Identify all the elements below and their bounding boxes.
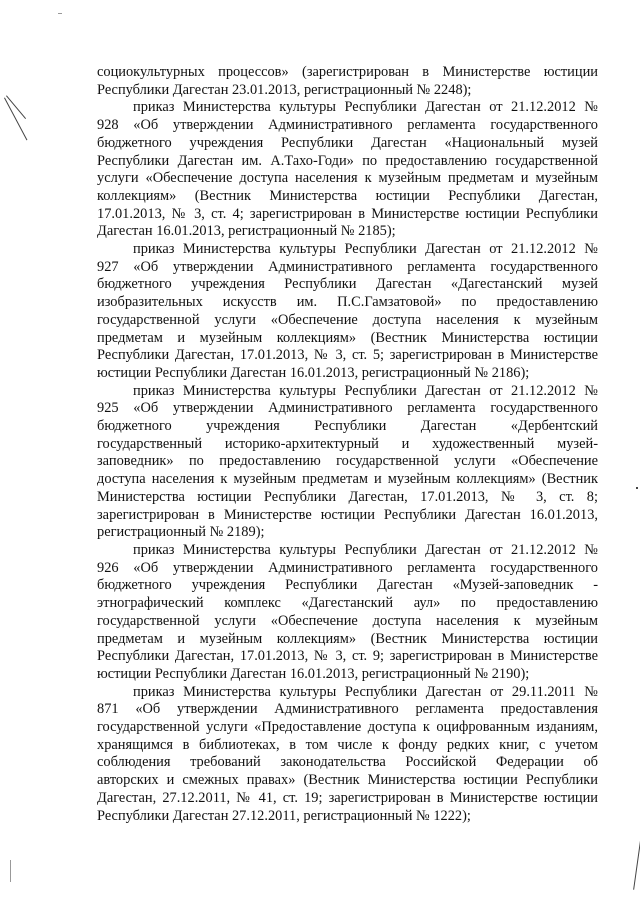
text-line: этнографический комплекс «Дагестанский аул» по предоставлению	[97, 595, 598, 612]
text-line: авторских и смежных правах» (Вестник Министерства юстиции Республики	[97, 772, 598, 789]
text-line: 926 «Об утверждении Административного регламента государственного	[97, 559, 598, 576]
text-line: Республики Дагестан 27.12.2011, регистрационный № 1222);	[97, 807, 471, 824]
document-body	[97, 64, 598, 825]
text-line: хранящимся в библиотеках, в том числе к фонду редких книг, с учетом	[97, 736, 598, 753]
text-line: государственный историко-архитектурный и художественный музей-	[97, 435, 598, 452]
text-line: соблюдения требований законодательства Российской Федерации об	[97, 754, 598, 771]
document-paragraph	[97, 542, 598, 684]
text-line: Республики Дагестан им. А.Тахо-Годи» по предоставлению государственной	[97, 152, 598, 169]
text-line: регистрационный № 2189);	[97, 524, 265, 541]
text-line: приказ Министерства культуры Республики Дагестан от 21.12.2012 №	[133, 99, 598, 116]
scan-speck	[58, 13, 62, 14]
text-line: зарегистрирован в Министерстве юстиции Республики Дагестан 16.01.2013,	[97, 506, 598, 523]
text-line: Дагестан 16.01.2013, регистрационный № 2185);	[97, 223, 396, 240]
document-paragraph	[97, 241, 598, 383]
text-line: изобразительных искусств им. П.С.Гамзатовой» по предоставлению	[97, 294, 598, 311]
text-line: приказ Министерства культуры Республики Дагестан от 21.12.2012 №	[133, 241, 598, 258]
text-line: предметам и музейным коллекциям» (Вестник Министерства юстиции	[97, 329, 598, 346]
text-line: бюджетного учреждения Республики Дагестан «Национальный музей	[97, 134, 598, 151]
text-line: коллекциям» (Вестник Министерства юстиции Республики Дагестан,	[97, 187, 598, 204]
text-line: приказ Министерства культуры Республики Дагестан от 21.12.2012 №	[133, 541, 598, 558]
text-line: социокультурных процессов» (зарегистрирован в Министерстве юстиции	[97, 64, 598, 80]
document-paragraph	[97, 99, 598, 241]
document-paragraph	[97, 64, 598, 99]
text-line: заповедник» по предоставлению государственной услуги «Обеспечение	[97, 453, 598, 470]
text-line: 925 «Об утверждении Административного регламента государственного	[97, 400, 598, 417]
text-line: услуги «Обеспечение доступа населения к музейным предметам и музейным	[97, 170, 598, 187]
scan-speck-right	[636, 487, 638, 489]
document-paragraph	[97, 684, 598, 826]
text-line: юстиции Республики Дагестан 16.01.2013, регистрационный № 2190);	[97, 665, 530, 682]
text-line: приказ Министерства культуры Республики Дагестан от 21.12.2012 №	[133, 382, 598, 399]
text-line: 17.01.2013, № 3, ст. 4; зарегистрирован в Министерстве юстиции Республики	[97, 205, 598, 222]
text-line: Республики Дагестан, 17.01.2013, № 3, ст. 9; зарегистрирован в Министерстве	[97, 648, 598, 665]
text-line: Республики Дагестан, 17.01.2013, № 3, ст. 5; зарегистрирован в Министерстве	[97, 347, 598, 364]
text-line: бюджетного учреждения Республики Дагестан «Музей-заповедник -	[97, 577, 598, 594]
text-line: бюджетного учреждения Республики Дагестан «Дагестанский музей	[97, 276, 598, 293]
text-line: государственной услуги «Предоставление доступа к оцифрованным изданиям,	[97, 719, 598, 736]
text-line: бюджетного учреждения Республики Дагестан «Дербентский	[97, 418, 598, 435]
text-line: Дагестан, 27.12.2011, № 41, ст. 19; зарегистрирован в Министерстве юстиции	[97, 789, 598, 806]
text-line: государственной услуги «Обеспечение доступа населения к музейным	[97, 612, 598, 629]
text-line: государственной услуги «Обеспечение доступа населения к музейным	[97, 311, 598, 328]
text-line: Республики Дагестан 23.01.2013, регистрационный № 2248);	[97, 81, 472, 98]
scan-edge-line	[633, 820, 640, 889]
text-line: предметам и музейным коллекциям» (Вестник Министерства юстиции	[97, 630, 598, 647]
scan-edge-mark	[10, 860, 11, 882]
text-line: доступа населения к музейным предметам и музейным коллекциям» (Вестник	[97, 471, 598, 488]
text-line: 871 «Об утверждении Административного регламента предоставления	[97, 701, 598, 718]
text-line: Министерства юстиции Республики Дагестан, 17.01.2013, № 3, ст. 8;	[97, 488, 598, 505]
text-line: 928 «Об утверждении Административного регламента государственного	[97, 117, 598, 134]
text-line: юстиции Республики Дагестан 16.01.2013, регистрационный № 2186);	[97, 364, 530, 381]
text-line: приказ Министерства культуры Республики Дагестан от 29.11.2011 №	[133, 683, 598, 700]
margin-pen-mark	[4, 98, 27, 141]
document-paragraph	[97, 383, 598, 542]
text-line: 927 «Об утверждении Административного регламента государственного	[97, 258, 598, 275]
